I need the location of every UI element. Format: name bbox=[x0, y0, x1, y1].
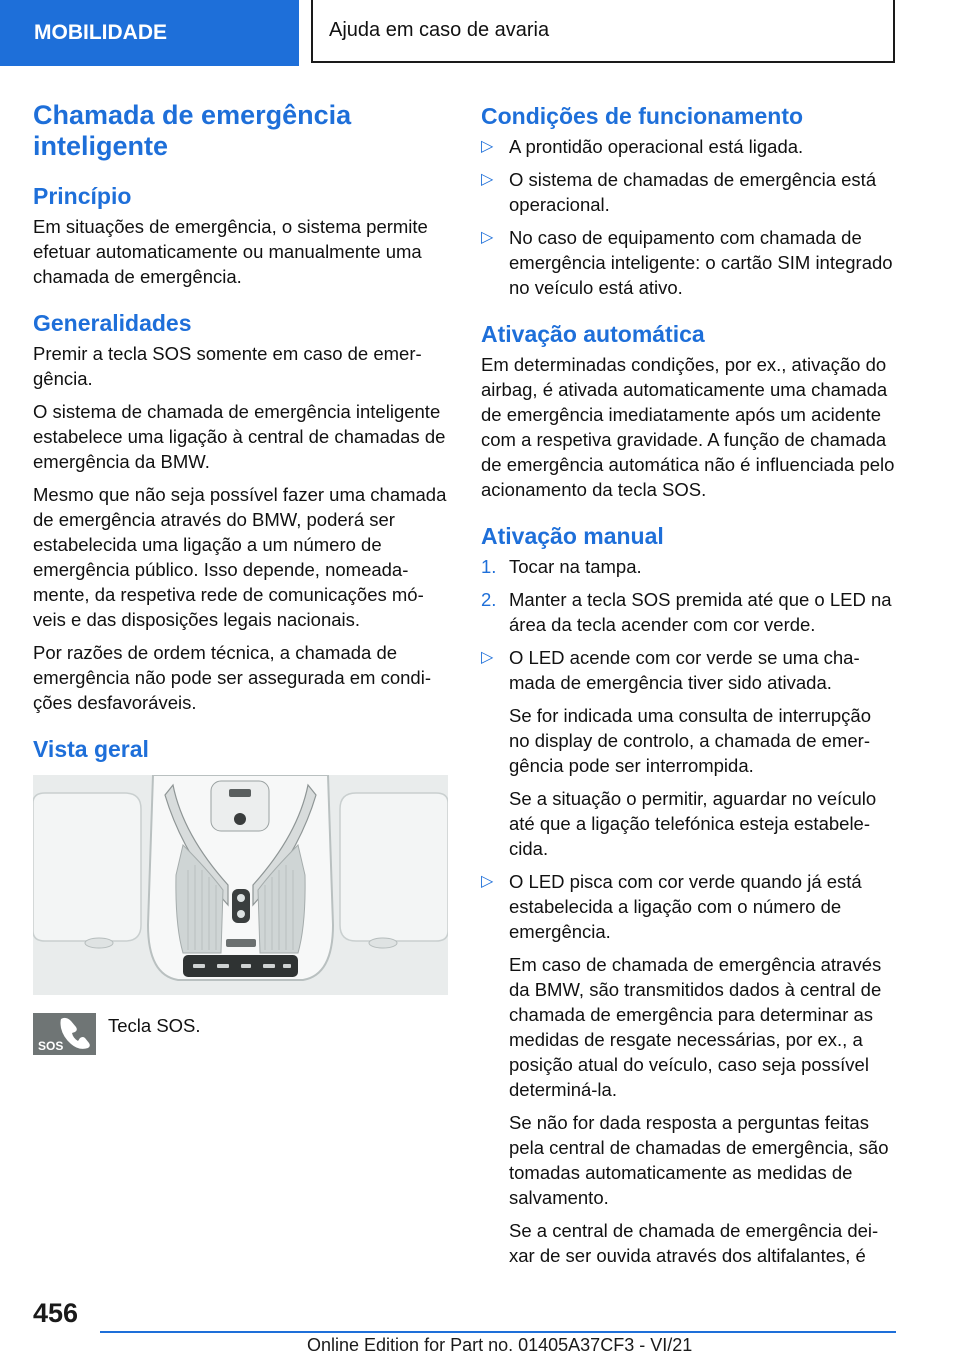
left-column bbox=[33, 100, 448, 1057]
chapter-title: Ajuda em caso de avaria bbox=[311, 0, 895, 63]
automatica-text: Em determinadas condições, por ex., ativação do airbag, é ativada automaticamente uma chamada de emergência imediatamente após um acidente com a respetiva gravidade. A função de chamada de emergência automática não é influenciada pelo acionamento da tecla SOS. bbox=[481, 354, 895, 500]
triangle-bullet-icon: ▷ bbox=[481, 171, 494, 188]
list-item-detail: Se não for dada resposta a perguntas feitas pela central de chamadas de emergência, são tomadas automaticamente as medidas de salvamento. bbox=[509, 1112, 889, 1208]
sos-phone-icon bbox=[33, 1013, 96, 1055]
heading-principio: Princípio bbox=[33, 183, 132, 209]
generalidades-p1: Premir a tecla SOS somente em caso de emergência. bbox=[33, 343, 422, 389]
right-column bbox=[481, 100, 896, 1276]
legend-text: Tecla SOS. bbox=[108, 1015, 201, 1036]
list-item-detail: Em caso de chamada de emergência através da BMW, são transmitidos dados à central de chamada de emergência para determinar as medidas de resgate necessárias, por ex., a posição atual do veículo, caso seja possível determiná-la. bbox=[509, 954, 882, 1100]
list-item-detail: Se for indicada uma consulta de interrupção no display de controlo, a chamada de emergência pode ser interrompida. bbox=[509, 705, 871, 776]
list-item: ▷ O LED pisca com cor verde quando já está estabelecida a ligação com o número de emergência. bbox=[481, 871, 862, 942]
step-item: 2. Manter a tecla SOS premida até que o LED na área da tecla acender com cor verde. bbox=[481, 589, 892, 635]
list-item: ▷ No caso de equipamento com chamada de emergência inteligente: o cartão SIM integrado no veículo está ativo. bbox=[481, 227, 893, 298]
overhead-console-illustration bbox=[33, 775, 448, 995]
heading-generalidades: Generalidades bbox=[33, 310, 192, 336]
generalidades-p2: O sistema de chamada de emergência inteligente estabelece uma ligação à central de chamadas de emergência da BMW. bbox=[33, 401, 446, 472]
triangle-bullet-icon: ▷ bbox=[481, 649, 494, 666]
generalidades-p4: Por razões de ordem técnica, a chamada de emergência não pode ser assegurada em condições desfavoráveis. bbox=[33, 642, 432, 713]
heading-ativacao-automatica: Ativação automática bbox=[481, 321, 705, 347]
edition-note: Online Edition for Part no. 01405A37CF3 - VI/21 bbox=[307, 1335, 693, 1355]
section-tab: MOBILIDADE bbox=[0, 0, 299, 66]
triangle-bullet-icon: ▷ bbox=[481, 138, 494, 155]
page-title: Chamada de emergência inteligente bbox=[33, 100, 352, 161]
heading-condicoes: Condições de funcionamento bbox=[481, 103, 804, 129]
list-item: ▷ O LED acende com cor verde se uma chamada de emergência tiver sido ativada. bbox=[481, 647, 860, 693]
generalidades-p3: Mesmo que não seja possível fazer uma chamada de emergência através do BMW, poderá ser estabelecida uma ligação a um número de emergência público. Isso depende, nomeadamente, da respetiva rede de comunicações móveis e das disposições legais nacionais. bbox=[33, 484, 447, 630]
page-number: 456 bbox=[33, 1298, 79, 1328]
list-item-detail: Se a situação o permitir, aguardar no veículo até que a ligação telefónica esteja estabelecida. bbox=[509, 788, 877, 859]
list-item: ▷ O sistema de chamadas de emergência está operacional. bbox=[481, 169, 877, 215]
triangle-bullet-icon: ▷ bbox=[481, 229, 494, 246]
heading-ativacao-manual: Ativação manual bbox=[481, 523, 664, 549]
sos-icon-label: SOS bbox=[38, 1039, 64, 1053]
triangle-bullet-icon: ▷ bbox=[481, 873, 494, 890]
list-item-detail: Se a central de chamada de emergência deixar de ser ouvida através dos altifalantes, é bbox=[509, 1220, 879, 1266]
list-item: ▷ A prontidão operacional está ligada. bbox=[481, 136, 804, 157]
page-header bbox=[0, 0, 960, 66]
principio-text: Em situações de emergência, o sistema permite efetuar automaticamente ou manualmente uma chamada de emergência. bbox=[33, 216, 428, 287]
legend-sos bbox=[33, 1013, 448, 1057]
footer-divider bbox=[100, 1331, 896, 1333]
step-item: 1. Tocar na tampa. bbox=[481, 556, 642, 577]
heading-vista-geral: Vista geral bbox=[33, 736, 149, 762]
